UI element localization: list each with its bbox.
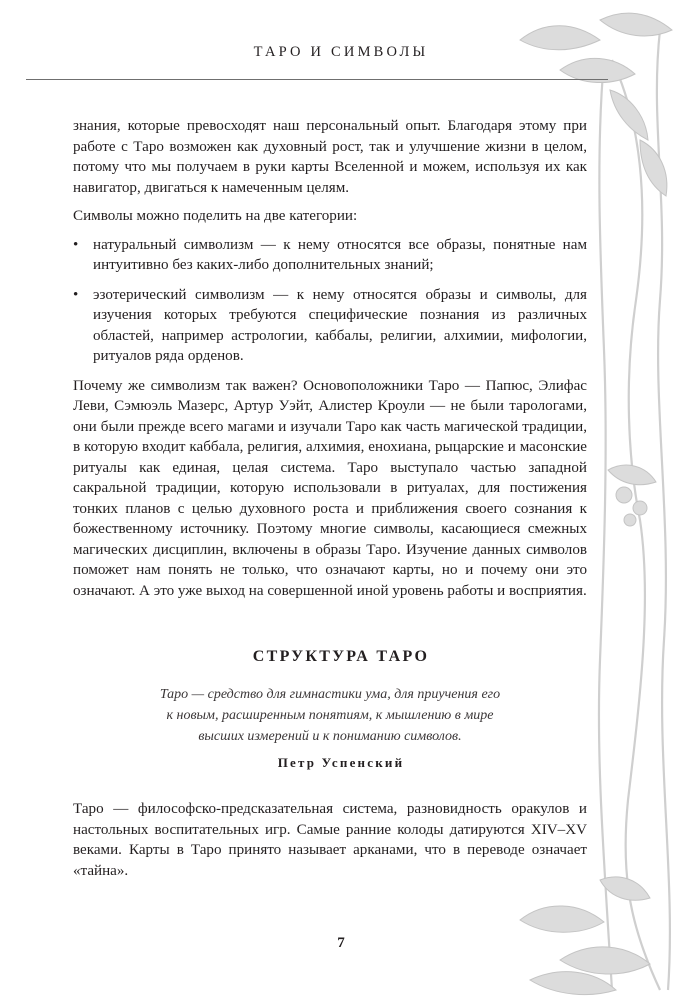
section-text xyxy=(73,799,587,881)
paragraph: Таро — философско-предсказательная система, разновидность оракулов и настольных воспитательных игр. Самые ранние колоды датируются XIV–XV веками. Карты в Таро принято называет арканами, что в переводе означает «тайна». xyxy=(73,801,587,879)
epigraph-author: Петр Успенский xyxy=(277,755,405,770)
section-title: СТРУКТУРА ТАРО xyxy=(252,648,430,665)
paragraph: Почему же символизм так важен? Основоположники Таро — Папюс, Элифас Леви, Сэмюэль Мазерс, Артур Уэйт, Алистер Кроули — не были тарологами, они были прежде всего магами и изучали Таро как часть магической традиции, в которую входит каббала, религия, алхимия, енохиана, рыцарские и масонские ритуалы как единая, целая система. Таро выступало частью западной сакральной традиции, которую использовали в ритуалах, для постижения тонких планов с целью духовного роста и приближения своего сознания к божественному источнику. Поэтому многие символы, касающиеся смежных магических дисциплин, включены в образы Таро. Изучение данных символов поможет нам понять не только, что означают карты, но и почему они это означают. А это уже выход на совершенной иной уровень работы и восприятия. xyxy=(73,377,587,599)
epigraph-line: к новым, расширенным понятиям, к мышлению в мире xyxy=(166,708,494,723)
paragraph: знания, которые превосходят наш персональный опыт. Благодаря этому при работе с Таро возможен как духовный рост, так и улучшение жизни в целом, потому что мы получаем в руки карты Вселенной и можем, используя их как навигатор, двигаться к намеченным целям. xyxy=(73,118,587,196)
paragraph: Символы можно поделить на две категории: xyxy=(73,208,358,224)
epigraph-line: высших измерений и к пониманию символов. xyxy=(198,729,462,744)
main-text xyxy=(73,116,587,601)
epigraph xyxy=(73,684,587,747)
page-number: 7 xyxy=(337,935,345,951)
epigraph-line: Таро — средство для гимнастики ума, для приучения его xyxy=(159,687,501,702)
running-header: ТАРО И СИМВОЛЫ xyxy=(253,44,429,60)
bullet-list xyxy=(73,235,587,367)
list-item: • эзотерический символизм — к нему относятся образы и символы, для изучения которых требуются специфические познания из различных областей, например астрологии, каббалы, религии, алхимии, мифологии, ритуалов ряда орденов. xyxy=(73,285,587,367)
header-rule xyxy=(26,79,608,80)
list-item: • натуральный символизм — к нему относятся все образы, понятные нам интуитивно без каких-либо дополнительных знаний; xyxy=(73,235,587,276)
